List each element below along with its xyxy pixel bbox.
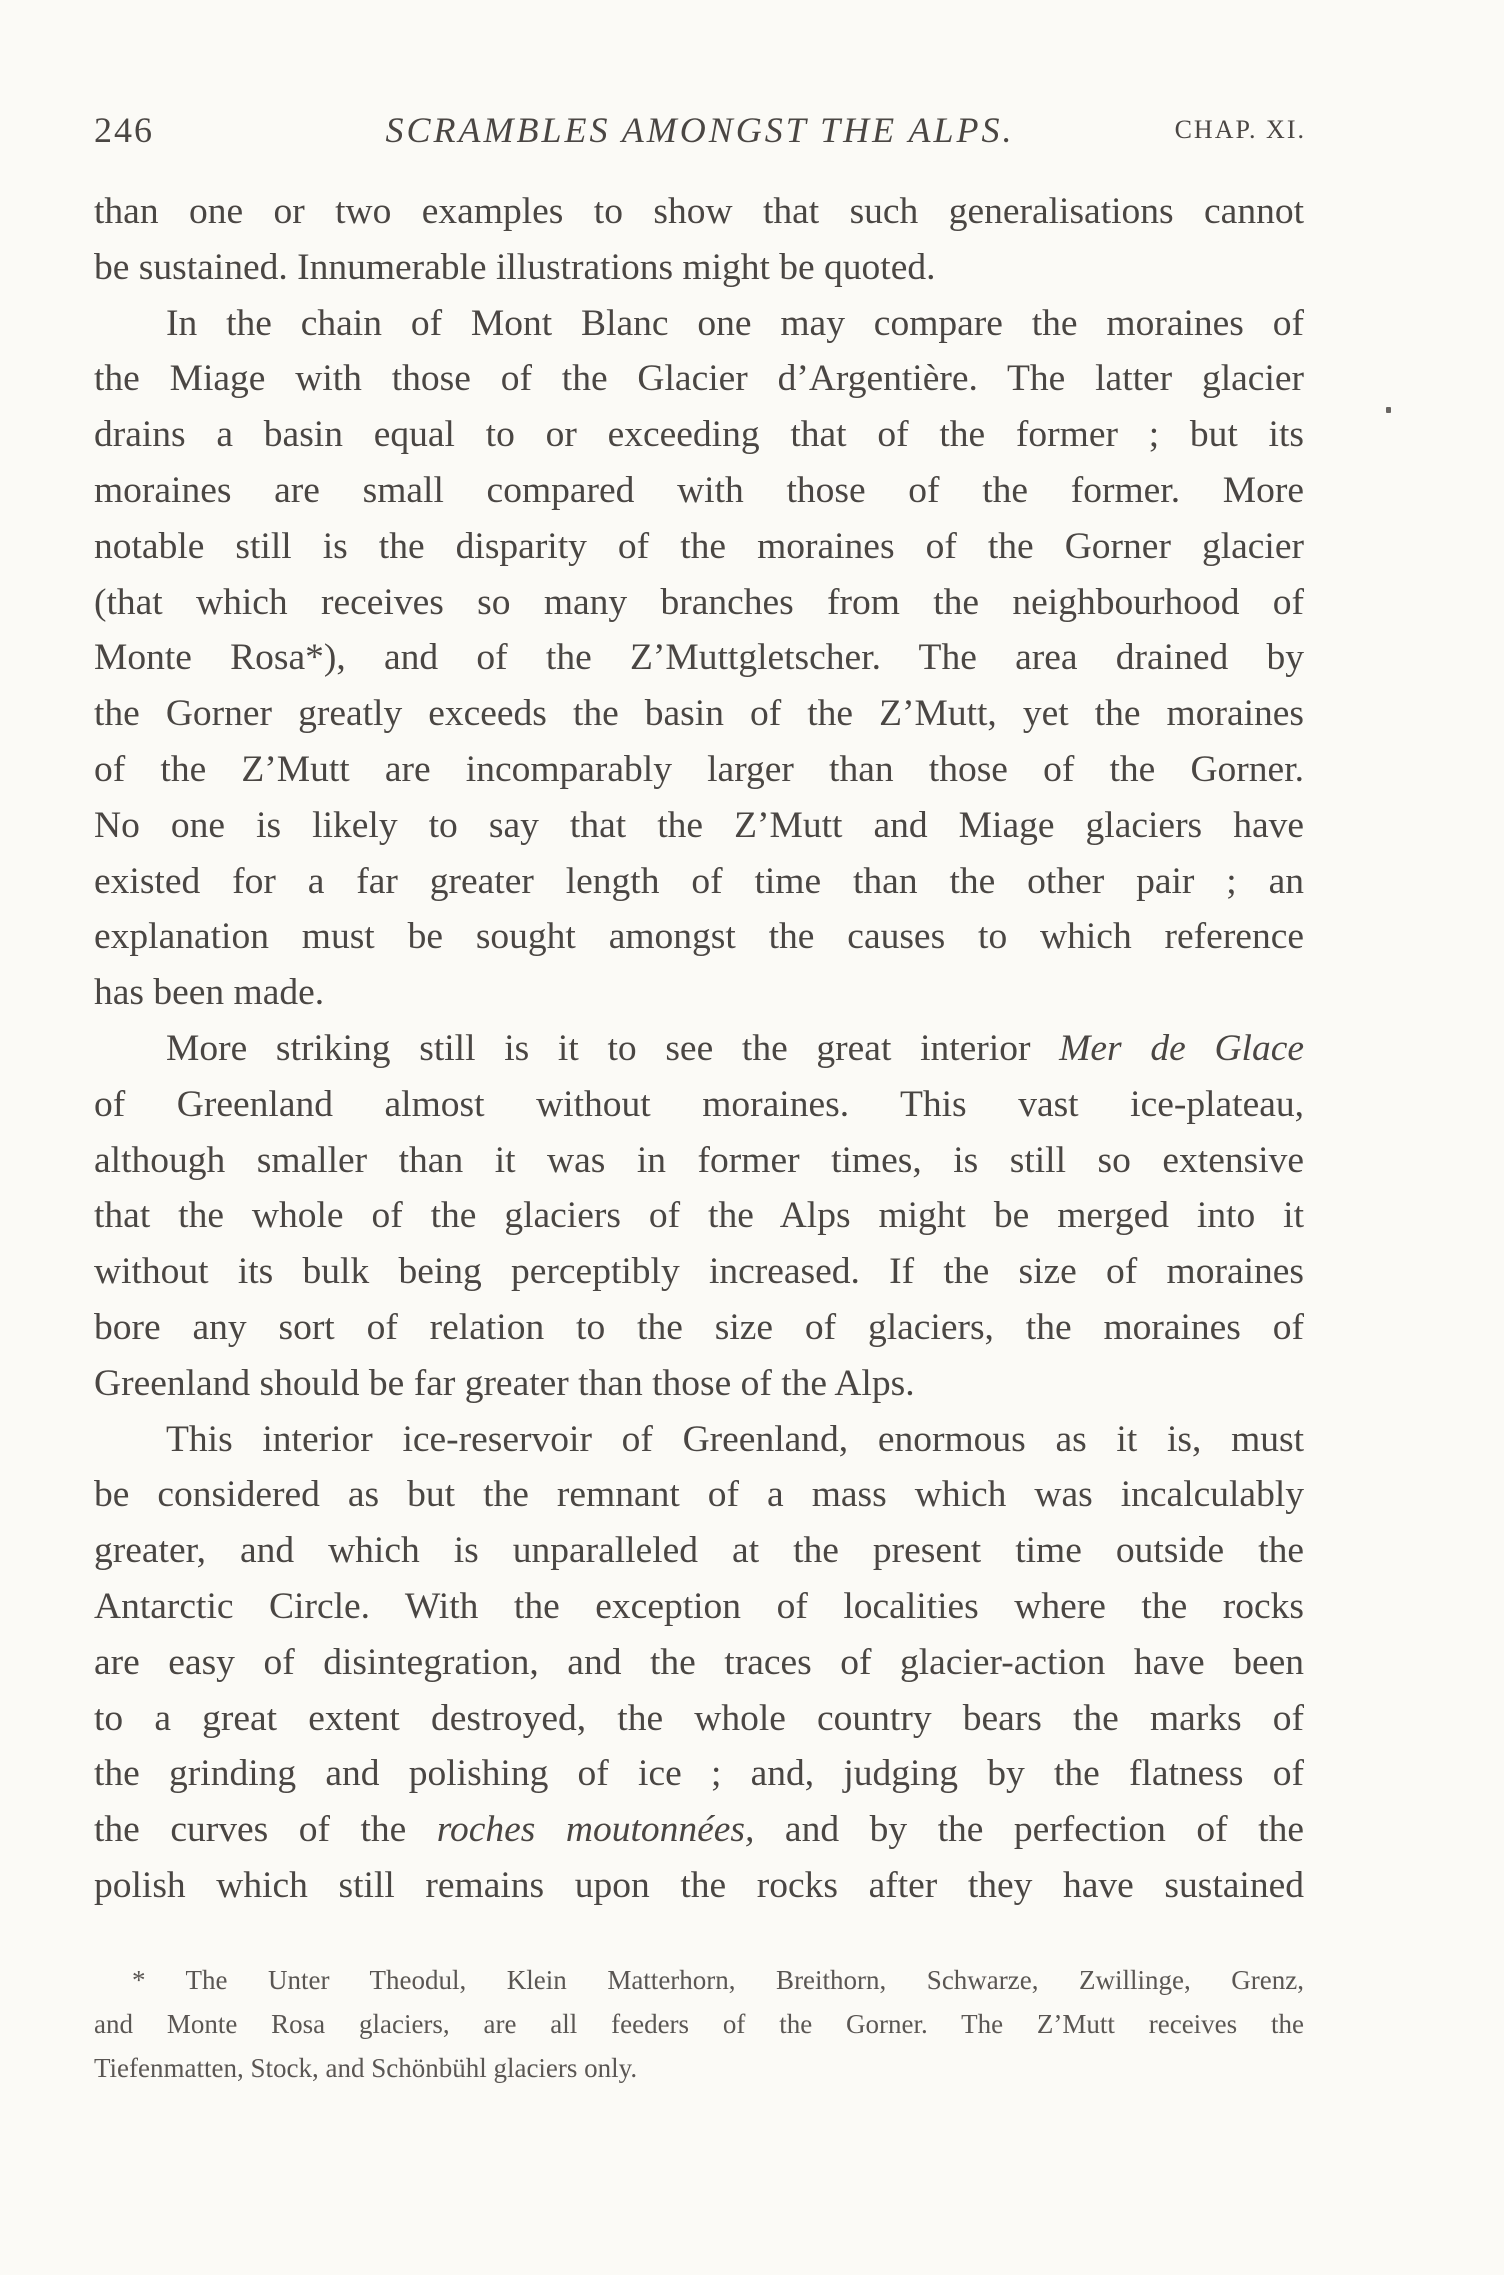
text-line: (that which receives so many branches from the neighbourhood of [94,581,1304,623]
text-segment: More striking still is it to see the great interior [166,1027,1060,1069]
text-line: of the Z’Mutt are incomparably larger than those of the Gorner. [94,748,1304,790]
text-line: are easy of disintegration, and the traces of glacier-action have been [94,1641,1304,1683]
text-line: drains a basin equal to or exceeding that of the former ; but its [94,414,1304,456]
text-line: This interior ice-reservoir of Greenland, enormous as it is, must [166,1418,1304,1460]
text-line: of Greenland almost without moraines. This vast ice-plateau, [94,1083,1304,1125]
footnote [94,1958,1304,2090]
footnote-line: Tiefenmatten, Stock, and Schönbühl glaciers only. [94,2053,638,2083]
text-line: be considered as but the remnant of a mass which was incalculably [94,1474,1304,1516]
text-line: Antarctic Circle. With the exception of localities where the rocks [94,1585,1304,1627]
text-line: existed for a far greater length of time than the other pair ; an [94,860,1304,902]
text-line: the Gorner greatly exceeds the basin of the Z’Mutt, yet the moraines [94,693,1304,735]
text-line: Monte Rosa*), and of the Z’Muttgletscher. The area drained by [94,637,1304,679]
text-segment: the curves of the [94,1809,437,1851]
running-header [94,107,1306,153]
text-line: although smaller than it was in former times, is still so extensive [94,1139,1304,1181]
text-line: the grinding and polishing of ice ; and, judging by the flatness of [94,1753,1304,1795]
text-line: explanation must be sought amongst the causes to which reference [94,916,1304,958]
margin-mark [1386,407,1391,413]
text-line: Greenland should be far greater than those of the Alps. [94,1362,915,1404]
text-line: than one or two examples to show that such generalisations cannot [94,191,1304,232]
text-line: to a great extent destroyed, the whole country bears the marks of [94,1697,1304,1739]
text-line: bore any sort of relation to the size of glaciers, the moraines of [94,1306,1304,1348]
text-line: moraines are small compared with those of the former. More [94,469,1304,511]
footnote-line: * The Unter Theodul, Klein Matterhorn, Breithorn, Schwarze, Zwillinge, Grenz, [132,1965,1304,1995]
text-line [94,1802,1304,1858]
italic-term: roches moutonnées, [436,1809,755,1851]
italic-term: Mer de Glace [1059,1027,1304,1069]
text-line: No one is likely to say that the Z’Mutt and Miage glaciers have [94,804,1304,846]
text-line: notable still is the disparity of the moraines of the Gorner glacier [94,525,1304,567]
text-line: the Miage with those of the Glacier d’Argentière. The latter glacier [94,358,1304,400]
text-line: be sustained. Innumerable illustrations might be quoted. [94,246,936,288]
footnote-line: and Monte Rosa glaciers, are all feeders of the Gorner. The Z’Mutt receives the [94,2009,1304,2039]
chapter-reference: CHAP. XI. [1174,115,1306,144]
text-line: polish which still remains upon the rocks after they have sustained [94,1864,1304,1906]
body-text [94,184,1304,1914]
text-line: In the chain of Mont Blanc one may compare the moraines of [166,302,1304,344]
text-line: greater, and which is unparalleled at the present time outside the [94,1530,1304,1572]
text-line: without its bulk being perceptibly increased. If the size of moraines [94,1251,1304,1293]
text-line: that the whole of the glaciers of the Alps might be merged into it [94,1195,1304,1237]
text-line [94,1021,1304,1077]
running-title: SCRAMBLES AMONGST THE ALPS. [385,110,1015,150]
page-number: 246 [94,110,154,150]
text-segment: and by the perfection of the [754,1809,1304,1851]
text-line: has been made. [94,972,325,1014]
